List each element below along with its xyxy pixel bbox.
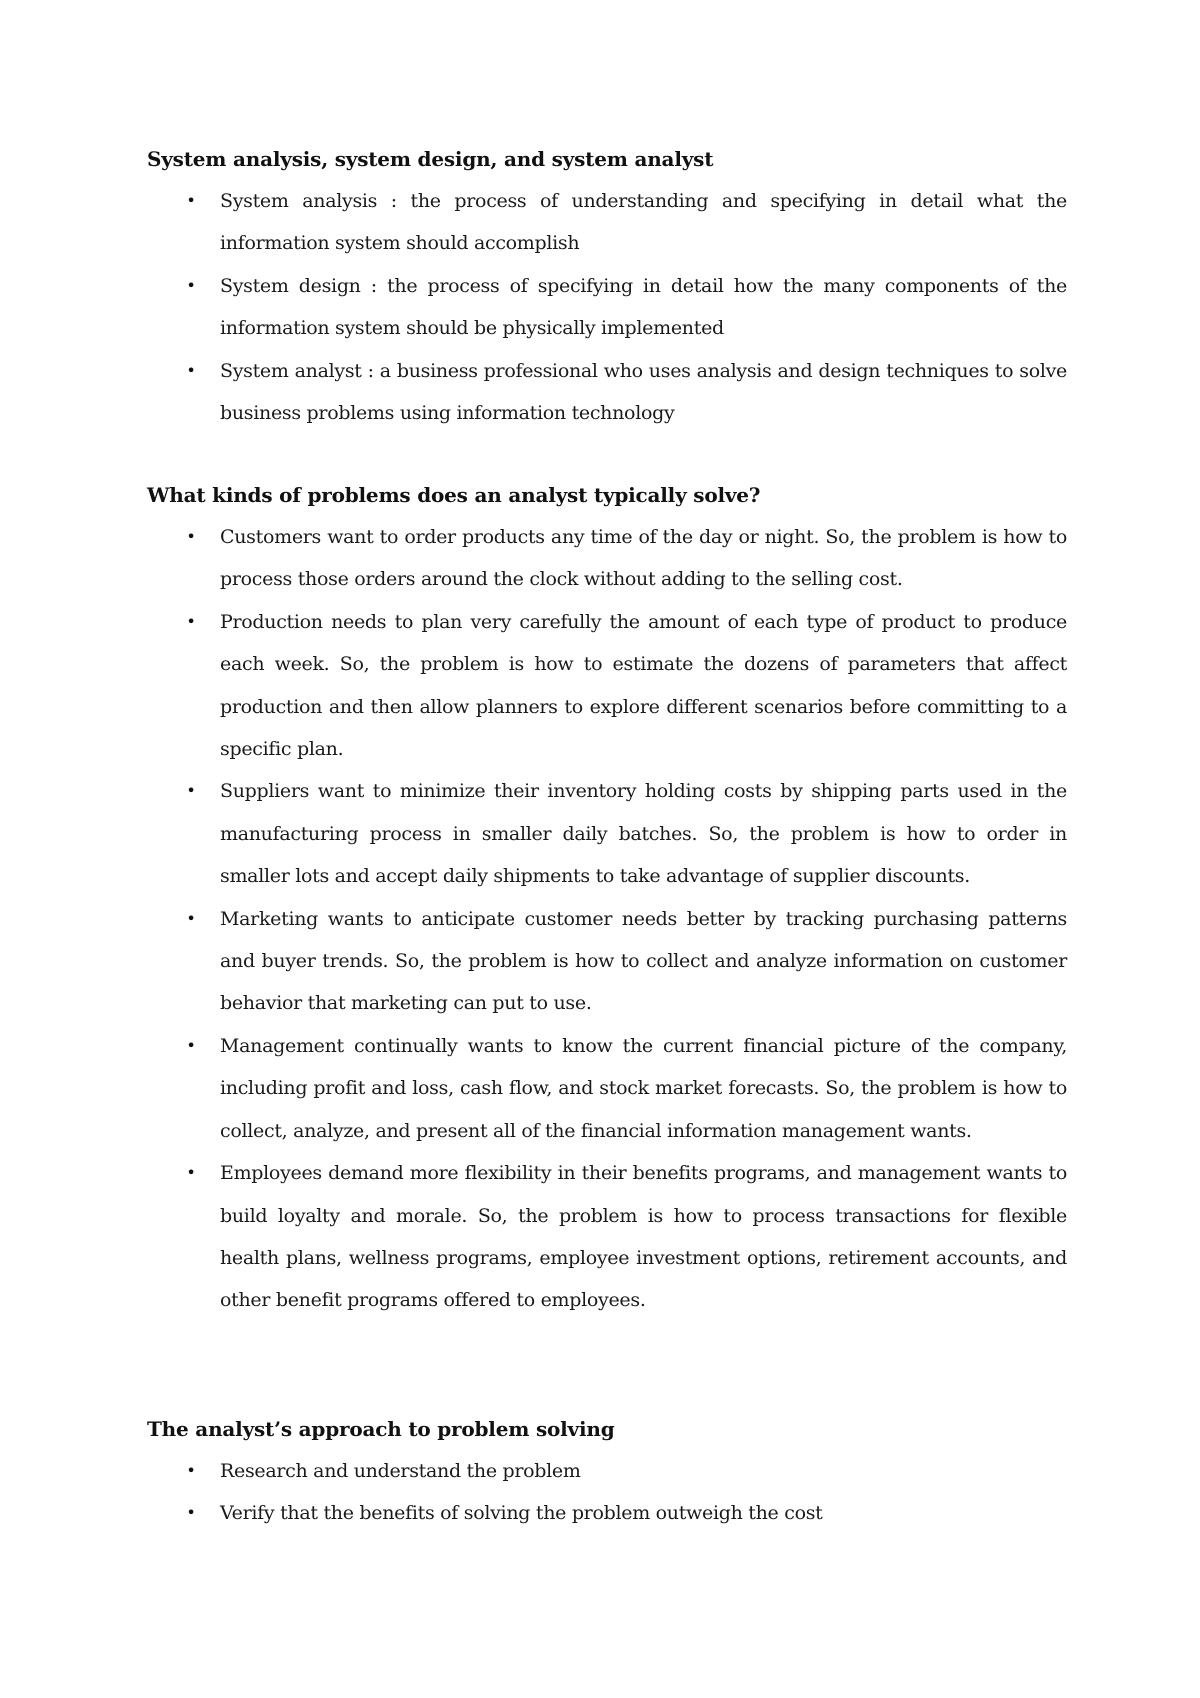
bullet-icon: • [186,191,196,210]
list-item-text: Employees demand more flexibility in their benefits programs, and management wants to build loyalty and morale. So, the problem is how to process transactions for flexible health plans, wellness programs, employee investment options, retirement accounts, and other benefit programs offered to employees. [220,1162,1067,1312]
bullet-icon: • [186,275,196,295]
bullet-icon: • [186,1035,196,1055]
section-analyst-problems [147,474,1067,1322]
list-item-text: Verify that the benefits of solving the problem outweigh the cost [220,1502,823,1525]
list-item-text: Suppliers want to minimize their inventory holding costs by shipping parts used in the manufacturing process in smaller daily batches. So, the problem is how to order in smaller lots and accept daily shipments to take advantage of supplier discounts. [220,780,1067,888]
list-item [147,898,1067,1025]
bullet-list [147,516,1067,1322]
list-item [147,1450,1067,1492]
list-item-text: Management continually wants to know the current financial picture of the company, including profit and loss, cash flow, and stock market forecasts. So, the problem is how to collect, analyze, and present all of the financial information management wants. [220,1034,1067,1142]
list-item [147,265,1067,350]
list-item-text: System design : the process of specifying in detail how the many components of the information system should be physically implemented [220,274,1067,340]
bullet-icon: • [186,1163,196,1183]
bullet-icon: • [186,527,196,546]
bullet-icon: • [186,1461,196,1480]
list-item-text: System analysis : the process of understanding and specifying in detail what the information system should accomplish [220,190,1067,255]
list-item [147,601,1067,771]
bullet-icon: • [186,1503,196,1523]
list-item-text: Customers want to order products any time of the day or night. So, the problem is how to process those orders around the clock without adding to the selling cost. [220,526,1067,591]
list-item [147,770,1067,897]
list-item [147,516,1067,601]
bullet-list [147,1450,1067,1535]
section-heading: What kinds of problems does an analyst typically solve? [147,483,761,507]
section-heading: The analyst’s approach to problem solving [147,1417,615,1441]
section-system-analysis [147,138,1067,434]
list-item [147,1152,1067,1322]
list-item-text: Research and understand the problem [220,1460,581,1482]
list-item [147,180,1067,265]
list-item-text: System analyst : a business professional who uses analysis and design techniques to solve business problems using information technology [220,359,1067,425]
bullet-icon: • [186,781,196,801]
section-heading: System analysis, system design, and system analyst [147,147,714,171]
list-item [147,1025,1067,1152]
list-item [147,350,1067,435]
list-item [147,1492,1067,1534]
list-item-text: Production needs to plan very carefully the amount of each type of product to produce each week. So, the problem is how to estimate the dozens of parameters that affect production and then allow planners to explore different scenarios before committing to a specific plan. [220,610,1067,761]
bullet-icon: • [186,360,196,380]
section-analyst-approach [147,1408,1067,1535]
bullet-list [147,180,1067,434]
bullet-icon: • [186,611,196,631]
bullet-icon: • [186,908,196,928]
list-item-text: Marketing wants to anticipate customer needs better by tracking purchasing patterns and buyer trends. So, the problem is how to collect and analyze information on customer behavior that marketing can put to use. [220,907,1067,1015]
